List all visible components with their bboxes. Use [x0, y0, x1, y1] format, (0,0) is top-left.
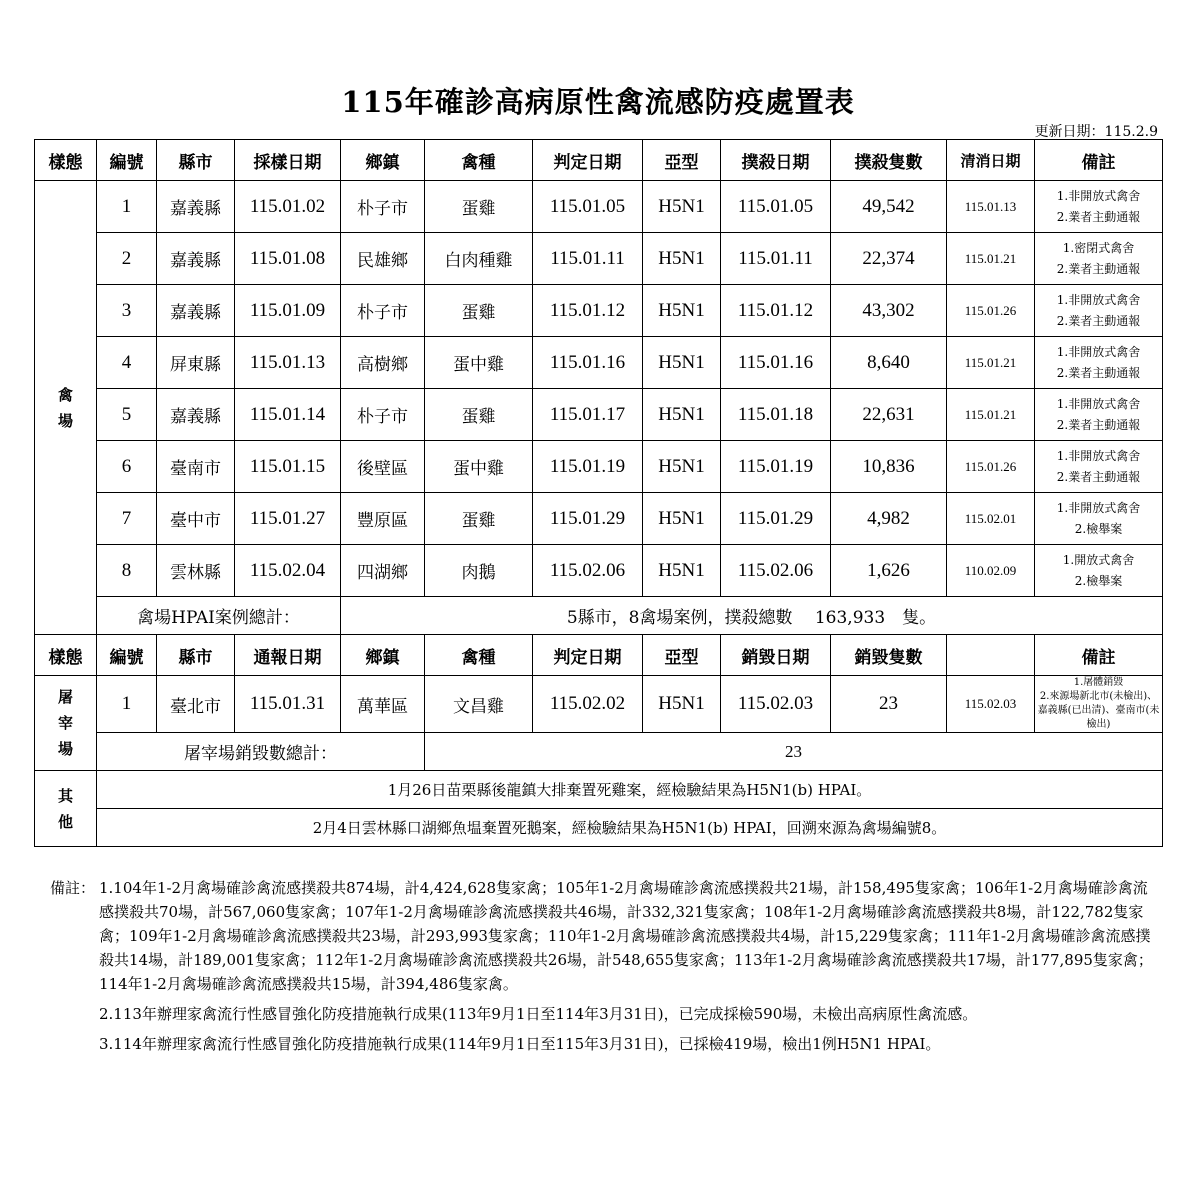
subtype: H5N1 [643, 545, 721, 597]
sample-date: 115.01.27 [235, 493, 341, 545]
case-no: 2 [97, 233, 157, 285]
subtype: H5N1 [643, 493, 721, 545]
species: 白肉種雞 [425, 233, 533, 285]
judge-date: 115.01.17 [533, 389, 643, 441]
species: 文昌雞 [425, 676, 533, 733]
date-cell: 115.02.03 [947, 676, 1035, 733]
other-row [35, 771, 1163, 809]
cull-date: 115.01.29 [721, 493, 831, 545]
farm-summary-row [35, 597, 1163, 635]
other-type-text: 其 他 [57, 786, 73, 831]
header-town: 鄉鎮 [341, 635, 425, 676]
remark-line: 1.非開放式禽舍 [1056, 344, 1141, 359]
cull-count: 4,982 [831, 493, 947, 545]
remark-line: 1.非開放式禽舍 [1056, 188, 1141, 203]
cull-date: 115.01.12 [721, 285, 831, 337]
town: 四湖鄉 [341, 545, 425, 597]
remark-cell [1035, 389, 1163, 441]
cull-count: 22,631 [831, 389, 947, 441]
clean-date: 115.01.21 [947, 337, 1035, 389]
judge-date: 115.01.16 [533, 337, 643, 389]
remark-line: 2.業者主動通報 [1056, 469, 1141, 484]
cull-date: 115.01.11 [721, 233, 831, 285]
county: 嘉義縣 [157, 389, 235, 441]
case-no: 1 [97, 181, 157, 233]
subtype: H5N1 [643, 285, 721, 337]
farm-row [35, 389, 1163, 441]
county: 嘉義縣 [157, 181, 235, 233]
destroy-date: 115.02.03 [721, 676, 831, 733]
county: 臺南市 [157, 441, 235, 493]
header-remark: 備註 [1035, 140, 1163, 181]
destroy-count: 23 [831, 676, 947, 733]
town: 萬華區 [341, 676, 425, 733]
species: 蛋雞 [425, 389, 533, 441]
sample-date: 115.02.04 [235, 545, 341, 597]
town: 後壁區 [341, 441, 425, 493]
slaughter-summary-value: 23 [425, 733, 1163, 771]
judge-date: 115.01.29 [533, 493, 643, 545]
remark-cell [1035, 493, 1163, 545]
judge-date: 115.01.11 [533, 233, 643, 285]
header-type: 樣態 [35, 635, 97, 676]
header-sample-date: 採樣日期 [235, 140, 341, 181]
remark-item: 2.113年辦理家禽流行性感冒強化防疫措施執行成果(113年9月1日至114年3月31日)，已完成採檢590場，未檢出高病原性禽流感。 [99, 1005, 978, 1023]
header-species: 禽種 [425, 140, 533, 181]
header-blank [947, 635, 1035, 676]
case-no: 8 [97, 545, 157, 597]
subtype: H5N1 [643, 337, 721, 389]
case-no: 4 [97, 337, 157, 389]
header-cull-count: 撲殺隻數 [831, 140, 947, 181]
clean-date: 115.01.21 [947, 233, 1035, 285]
header-report-date: 通報日期 [235, 635, 341, 676]
clean-date: 115.02.01 [947, 493, 1035, 545]
remark-line: 2.檢舉案 [1074, 521, 1123, 536]
remark-cell [1035, 285, 1163, 337]
remarks-section [50, 876, 1160, 1056]
header-destroy-date: 銷毀日期 [721, 635, 831, 676]
slaughter-row [35, 676, 1163, 733]
header-destroy-count: 銷毀隻數 [831, 635, 947, 676]
remark-line: 1.非開放式禽舍 [1056, 292, 1141, 307]
slaughter-header-row [35, 635, 1163, 676]
header-judge-date: 判定日期 [533, 635, 643, 676]
remark-line: 2.業者主動通報 [1056, 365, 1141, 380]
sample-date: 115.01.02 [235, 181, 341, 233]
species: 蛋中雞 [425, 337, 533, 389]
county: 雲林縣 [157, 545, 235, 597]
header-type: 樣態 [35, 140, 97, 181]
remark-line: 1.非開放式禽舍 [1056, 448, 1141, 463]
species: 蛋雞 [425, 493, 533, 545]
clean-date: 115.01.26 [947, 285, 1035, 337]
remarks-label: 備註： [50, 879, 96, 897]
cull-count: 1,626 [831, 545, 947, 597]
header-county: 縣市 [157, 140, 235, 181]
town: 高樹鄉 [341, 337, 425, 389]
species: 蛋雞 [425, 285, 533, 337]
remark-line: 1.密閉式禽舍 [1062, 240, 1135, 255]
case-no: 7 [97, 493, 157, 545]
report-date: 115.01.31 [235, 676, 341, 733]
farm-row [35, 545, 1163, 597]
farm-row [35, 233, 1163, 285]
farm-row [35, 441, 1163, 493]
county: 臺北市 [157, 676, 235, 733]
case-no: 6 [97, 441, 157, 493]
cull-count: 10,836 [831, 441, 947, 493]
header-cull-date: 撲殺日期 [721, 140, 831, 181]
remark-line: 2.業者主動通報 [1056, 313, 1141, 328]
sample-date: 115.01.15 [235, 441, 341, 493]
remark-line: 1.非開放式禽舍 [1056, 500, 1141, 515]
other-row [35, 809, 1163, 847]
species: 肉鵝 [425, 545, 533, 597]
judge-date: 115.01.12 [533, 285, 643, 337]
sample-date: 115.01.09 [235, 285, 341, 337]
subtype: H5N1 [643, 233, 721, 285]
case-no: 5 [97, 389, 157, 441]
other-item: 2月4日雲林縣口湖鄉魚塭棄置死鵝案，經檢驗結果為H5N1(b) HPAI，回溯來源為禽場編號8。 [97, 809, 1163, 847]
town: 民雄鄉 [341, 233, 425, 285]
judge-date: 115.01.19 [533, 441, 643, 493]
clean-date: 115.01.13 [947, 181, 1035, 233]
remark-cell [1035, 337, 1163, 389]
farm-row [35, 285, 1163, 337]
slaughter-summary-label: 屠宰場銷毀數總計： [97, 733, 425, 771]
page-title: 115年確診高病原性禽流感防疫處置表 [341, 85, 855, 119]
cull-date: 115.02.06 [721, 545, 831, 597]
town: 朴子市 [341, 181, 425, 233]
remark-item: 1.104年1-2月禽場確診禽流感撲殺共874場，計4,424,628隻家禽；105年1-2月禽場確診禽流感撲殺共21場，計158,495隻家禽；106年1-2月禽場確診禽流感撲殺共70場，計567,060隻家禽；107年1-2月禽場確診禽流感撲殺共46場，計332,321隻家禽；108年1-2月禽場確診禽流感撲殺共8場，計122,782隻家禽；109年1-2月禽場確診禽流感撲殺共23場，計293,993隻家禽；110年1-2月禽場確診禽流感撲殺共4場，計15,229隻家禽；111年1-2月禽場確診禽流感撲殺共14場，計189,001隻家禽；112年1-2月禽場確診禽流感撲殺共26場，計548,655隻家禽；113年1-2月禽場確診禽流感撲殺共17場，計177,895隻家禽；114年1-2月禽場確診禽流感撲殺共15場，計394,486隻家禽。 [99, 879, 1153, 993]
remark-item: 3.114年辦理家禽流行性感冒強化防疫措施執行成果(114年9月1日至115年3月31日)，已採檢419場，檢出1例H5N1 HPAI。 [99, 1035, 941, 1053]
header-subtype: 亞型 [643, 635, 721, 676]
farm-type-text: 禽 場 [57, 385, 73, 430]
slaughter-summary-row [35, 733, 1163, 771]
county: 屏東縣 [157, 337, 235, 389]
cull-count: 49,542 [831, 181, 947, 233]
cull-date: 115.01.05 [721, 181, 831, 233]
judge-date: 115.01.05 [533, 181, 643, 233]
farm-row [35, 181, 1163, 233]
sample-date: 115.01.08 [235, 233, 341, 285]
sample-date: 115.01.13 [235, 337, 341, 389]
remark-cell [1035, 441, 1163, 493]
town: 豐原區 [341, 493, 425, 545]
town: 朴子市 [341, 389, 425, 441]
county: 嘉義縣 [157, 233, 235, 285]
farm-header-row [35, 140, 1163, 181]
clean-date: 110.02.09 [947, 545, 1035, 597]
remark-line: 1.屠體銷毀 [1073, 677, 1124, 688]
clean-date: 115.01.26 [947, 441, 1035, 493]
town: 朴子市 [341, 285, 425, 337]
header-judge-date: 判定日期 [533, 140, 643, 181]
farm-type-label [35, 181, 97, 635]
farm-row [35, 337, 1163, 389]
remark-line: 2.來源場新北市(未檢出)、嘉義縣(已出清)、臺南市(未檢出) [1037, 691, 1160, 730]
sample-date: 115.01.14 [235, 389, 341, 441]
farm-summary-value: 5縣市，8禽場案例，撲殺總數 163,933 隻。 [341, 597, 1163, 635]
case-no: 1 [97, 676, 157, 733]
cull-count: 8,640 [831, 337, 947, 389]
header-clean-date: 清消日期 [947, 140, 1035, 181]
remark-cell [1035, 181, 1163, 233]
cull-date: 115.01.16 [721, 337, 831, 389]
species: 蛋中雞 [425, 441, 533, 493]
outbreak-table [34, 139, 1163, 847]
slaughter-type-text: 屠 宰 場 [57, 688, 73, 758]
update-date: 更新日期：115.2.9 [1034, 124, 1158, 140]
county: 臺中市 [157, 493, 235, 545]
header-species: 禽種 [425, 635, 533, 676]
subtype: H5N1 [643, 441, 721, 493]
remark-line: 1.非開放式禽舍 [1056, 396, 1141, 411]
farm-row [35, 493, 1163, 545]
county: 嘉義縣 [157, 285, 235, 337]
header-no: 編號 [97, 635, 157, 676]
farm-summary-label: 禽場HPAI案例總計： [97, 597, 341, 635]
remark-line: 1.開放式禽舍 [1062, 552, 1135, 567]
remark-cell [1035, 545, 1163, 597]
header-remark: 備註 [1035, 635, 1163, 676]
remark-line: 2.業者主動通報 [1056, 209, 1141, 224]
remark-cell [1035, 233, 1163, 285]
species: 蛋雞 [425, 181, 533, 233]
judge-date: 115.02.02 [533, 676, 643, 733]
header-county: 縣市 [157, 635, 235, 676]
remark-line: 2.檢舉案 [1074, 573, 1123, 588]
case-no: 3 [97, 285, 157, 337]
subtype: H5N1 [643, 181, 721, 233]
cull-date: 115.01.18 [721, 389, 831, 441]
other-type-label [35, 771, 97, 847]
subtype: H5N1 [643, 676, 721, 733]
cull-date: 115.01.19 [721, 441, 831, 493]
remark-line: 2.業者主動通報 [1056, 261, 1141, 276]
remark-line: 2.業者主動通報 [1056, 417, 1141, 432]
subtype: H5N1 [643, 389, 721, 441]
other-item: 1月26日苗栗縣後龍鎮大排棄置死雞案，經檢驗結果為H5N1(b) HPAI。 [97, 771, 1163, 809]
slaughter-type-label [35, 676, 97, 771]
header-no: 編號 [97, 140, 157, 181]
cull-count: 22,374 [831, 233, 947, 285]
clean-date: 115.01.21 [947, 389, 1035, 441]
remark-cell [1035, 676, 1163, 733]
header-subtype: 亞型 [643, 140, 721, 181]
judge-date: 115.02.06 [533, 545, 643, 597]
cull-count: 43,302 [831, 285, 947, 337]
header-town: 鄉鎮 [341, 140, 425, 181]
